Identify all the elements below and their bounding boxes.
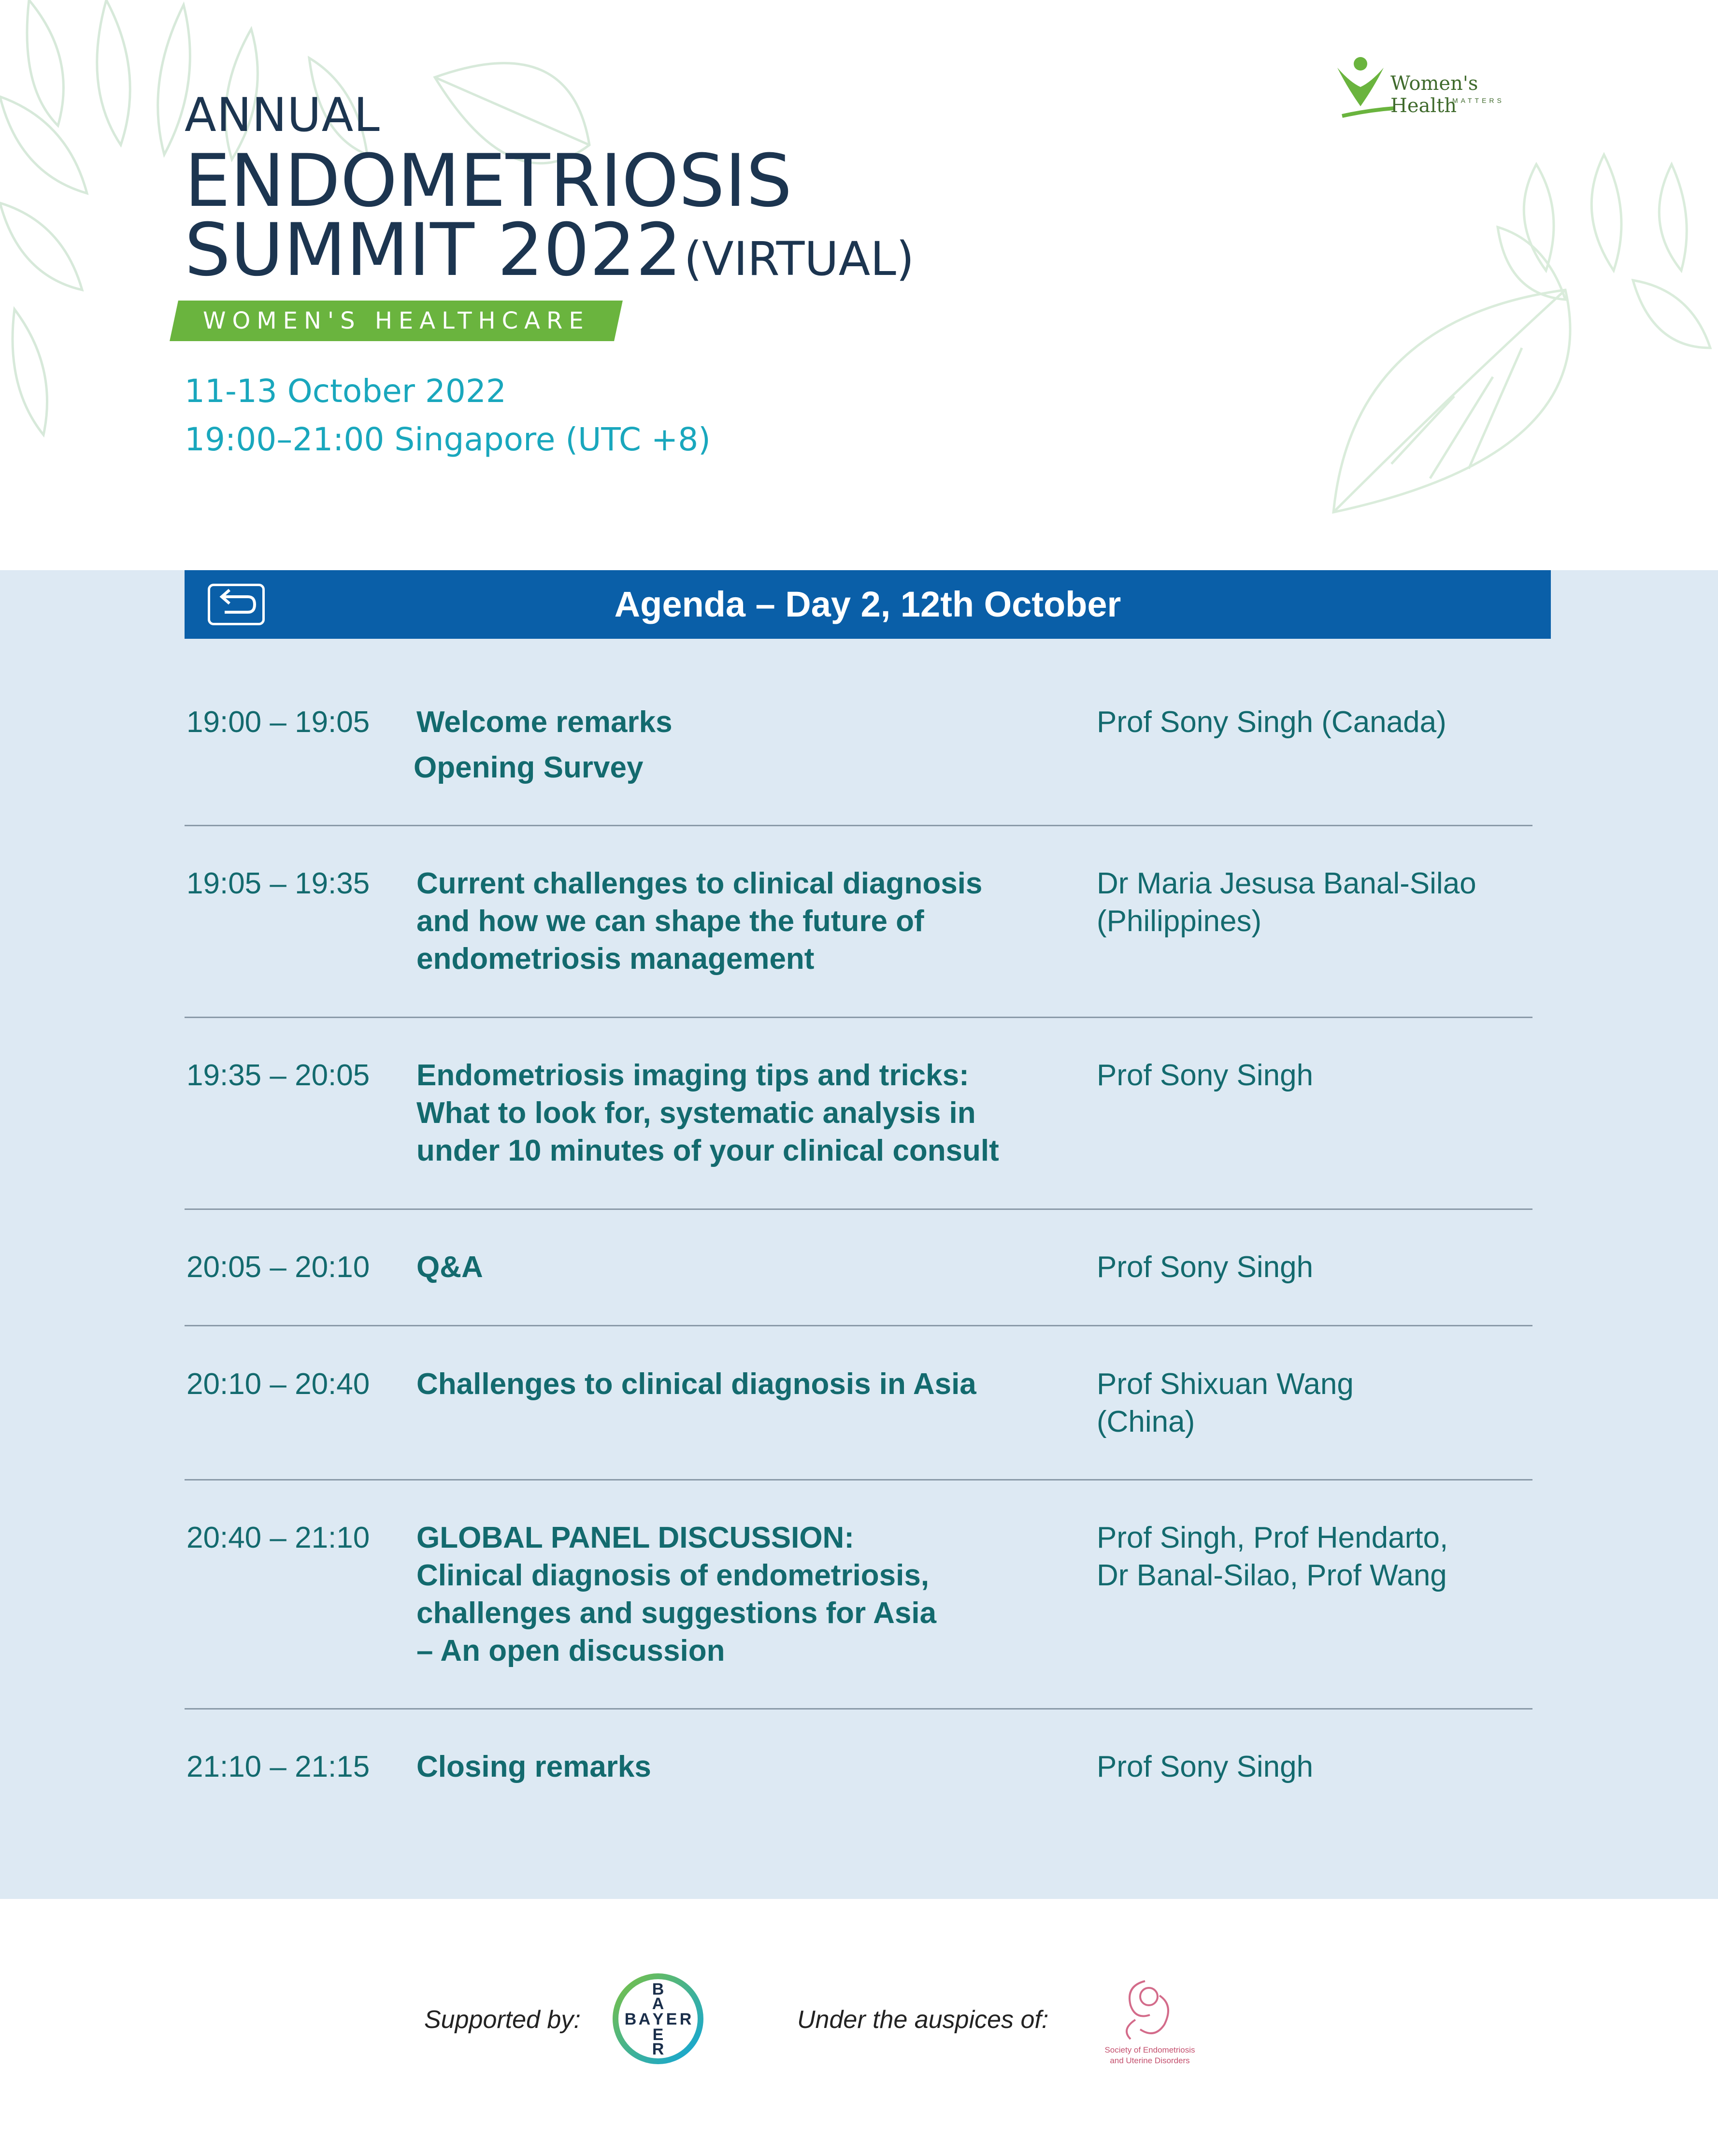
session-time: 19:05 – 19:35 — [186, 867, 370, 900]
topic-line: Current challenges to clinical diagnosis — [416, 867, 983, 900]
row-divider — [185, 1208, 1532, 1210]
row-divider — [185, 825, 1532, 826]
womens-health-logo-icon — [1332, 53, 1395, 130]
session-speaker — [1097, 865, 1532, 940]
svg-text:B: B — [624, 2010, 637, 2028]
topic-line: GLOBAL PANEL DISCUSSION: — [416, 1521, 854, 1554]
bayer-cross-icon — [611, 1971, 705, 2066]
session-topic — [416, 1519, 1069, 1670]
logo-subtitle: MATTERS — [1452, 97, 1504, 104]
topic-line: What to look for, systematic analysis in — [416, 1096, 976, 1130]
row-divider — [185, 1325, 1532, 1326]
session-topic — [416, 1249, 1069, 1286]
title-endometriosis: ENDOMETRIOSIS — [185, 139, 792, 223]
session-speaker — [1097, 1748, 1532, 1786]
speaker-line: (China) — [1097, 1405, 1195, 1438]
session-time: 20:40 – 21:10 — [186, 1521, 370, 1554]
row-divider — [185, 1708, 1532, 1710]
speaker-line: Prof Singh, Prof Hendarto, — [1097, 1521, 1448, 1554]
session-speaker — [1097, 704, 1532, 741]
topic-line: Endometriosis imaging tips and tricks: — [416, 1059, 969, 1092]
topic-line: Opening Survey — [414, 751, 644, 784]
speaker-line: Prof Sony Singh — [1097, 1250, 1314, 1284]
session-time: 21:10 – 21:15 — [186, 1750, 370, 1783]
speaker-line: (Philippines) — [1097, 905, 1262, 938]
session-speaker — [1097, 1057, 1532, 1094]
auspices-label: Under the auspices of: — [797, 2006, 1049, 2034]
speaker-line: Dr Banal-Silao, Prof Wang — [1097, 1559, 1447, 1592]
seud-swirl-icon — [1092, 1967, 1208, 2044]
womens-health-matters-logo — [1332, 53, 1535, 130]
agenda-header — [185, 570, 1551, 639]
svg-text:Y: Y — [652, 2010, 664, 2028]
title-annual: ANNUAL — [185, 88, 380, 142]
topic-line: Challenges to clinical diagnosis in Asia — [416, 1367, 976, 1401]
topic-line: under 10 minutes of your clinical consult — [416, 1134, 999, 1167]
logo-name: Women's Health — [1390, 72, 1478, 117]
seud-caption — [1092, 2045, 1208, 2066]
session-topic — [416, 865, 1069, 978]
speaker-line: Prof Sony Singh — [1097, 1059, 1314, 1092]
event-dates — [185, 367, 711, 464]
speaker-line: Prof Sony Singh — [1097, 1750, 1314, 1783]
svg-text:E: E — [652, 2026, 664, 2044]
svg-text:A: A — [638, 2010, 651, 2028]
title-summit-2022: SUMMIT 2022 — [185, 208, 682, 292]
svg-text:B: B — [652, 1980, 664, 1998]
session-time: 20:10 – 20:40 — [186, 1367, 370, 1401]
seud-logo — [1092, 1967, 1208, 2083]
seud-caption-line: and Uterine Disorders — [1110, 2056, 1190, 2065]
svg-text:E: E — [666, 2010, 677, 2028]
session-time: 19:35 – 20:05 — [186, 1059, 370, 1092]
svg-text:R: R — [652, 2040, 664, 2058]
topic-line: Closing remarks — [416, 1750, 651, 1783]
topic-line: Q&A — [416, 1250, 483, 1284]
summit-title-block — [185, 88, 915, 292]
session-speaker — [1097, 1519, 1532, 1595]
row-divider — [185, 1479, 1532, 1480]
session-time: 20:05 – 20:10 — [186, 1250, 370, 1284]
agenda-title: Agenda – Day 2, 12th October — [614, 584, 1121, 624]
tagline-text: WOMEN'S HEALTHCARE — [203, 307, 590, 334]
bayer-logo — [611, 1971, 705, 2066]
session-topic — [416, 704, 1069, 787]
topic-line: endometriosis management — [416, 942, 815, 976]
topic-line: challenges and suggestions for Asia — [416, 1596, 937, 1630]
session-topic — [416, 1748, 1069, 1786]
speaker-line: Prof Sony Singh (Canada) — [1097, 705, 1446, 739]
event-time: 19:00–21:00 Singapore (UTC +8) — [185, 421, 711, 458]
svg-text:R: R — [679, 2010, 692, 2028]
topic-line: Clinical diagnosis of endometriosis, — [416, 1559, 930, 1592]
row-divider — [185, 1017, 1532, 1018]
topic-line: Welcome remarks — [416, 705, 673, 739]
speaker-line: Prof Shixuan Wang — [1097, 1367, 1354, 1401]
floral-decoration-right — [1295, 145, 1718, 556]
session-topic — [416, 1057, 1069, 1170]
seud-caption-line: Society of Endometriosis — [1104, 2045, 1195, 2055]
session-topic — [416, 1365, 1069, 1403]
event-date-range: 11-13 October 2022 — [185, 373, 506, 410]
svg-text:A: A — [652, 1995, 664, 2013]
supported-by-label: Supported by: — [424, 2006, 581, 2034]
topic-line: and how we can shape the future of — [416, 905, 924, 938]
session-speaker — [1097, 1365, 1532, 1441]
session-time: 19:00 – 19:05 — [186, 705, 370, 739]
speaker-line: Dr Maria Jesusa Banal-Silao — [1097, 867, 1476, 900]
topic-line: – An open discussion — [416, 1634, 725, 1667]
tagline-banner — [170, 301, 623, 341]
title-virtual: (VIRTUAL) — [684, 231, 915, 286]
session-speaker — [1097, 1249, 1532, 1286]
